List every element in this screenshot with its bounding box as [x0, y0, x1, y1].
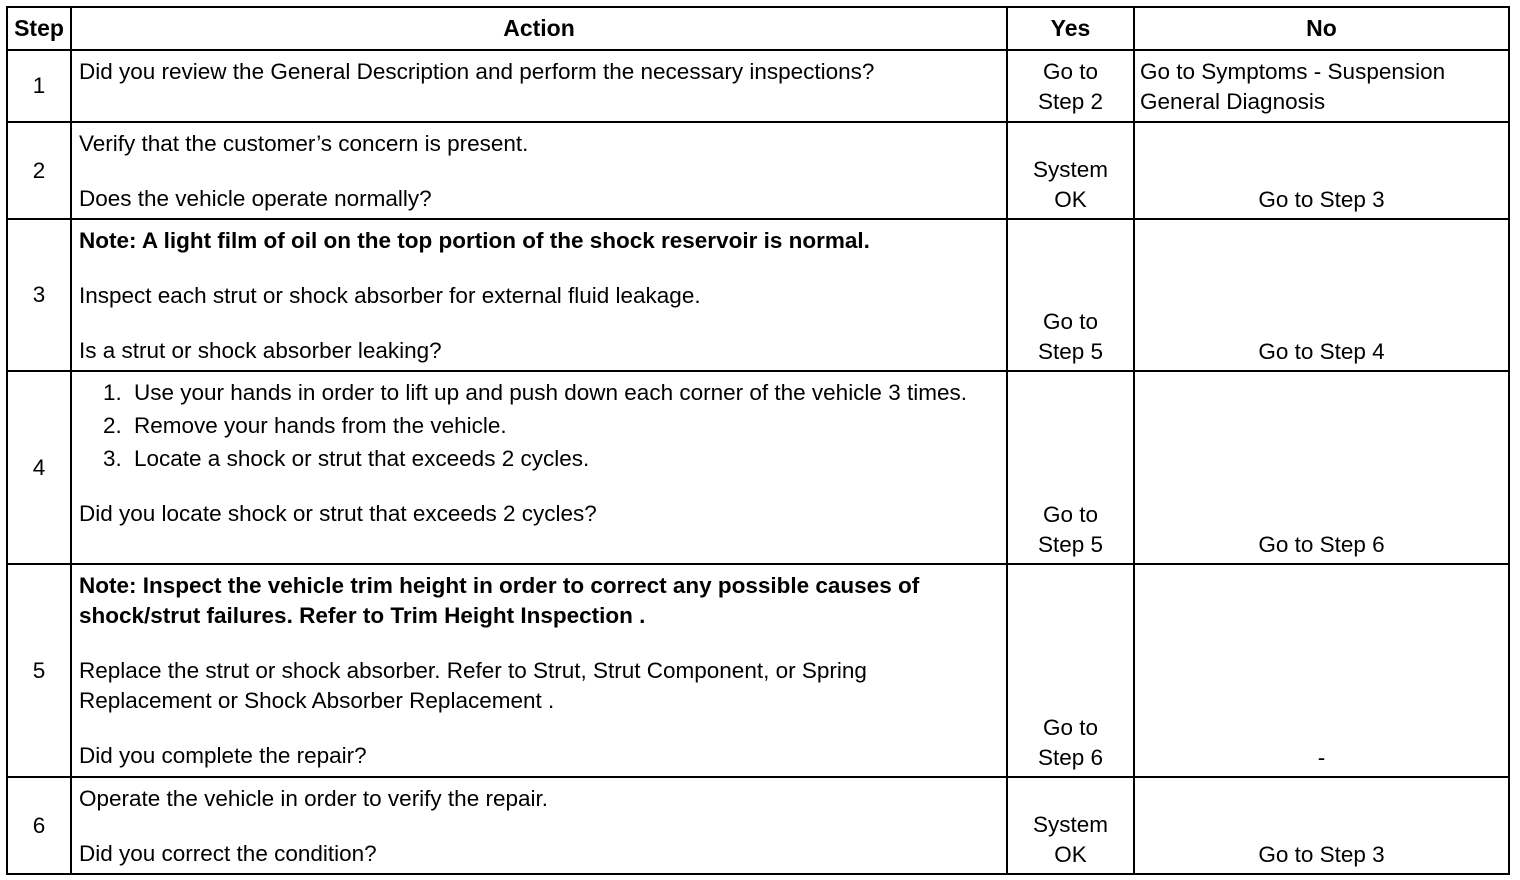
- step-number: 1: [7, 50, 71, 122]
- action-steps-list: [79, 378, 1000, 474]
- action-text: Operate the vehicle in order to verify the repair.: [79, 786, 548, 811]
- header-row: [7, 7, 1509, 50]
- yes-line-2: Step 5: [1037, 532, 1104, 557]
- yes-line-1: System: [1032, 157, 1108, 182]
- yes-line-1: Go to: [1042, 502, 1099, 527]
- action-cell: [71, 777, 1007, 874]
- step-number: 3: [7, 219, 71, 371]
- yes-line-1: Go to: [1042, 715, 1099, 740]
- yes-line-2: Step 5: [1037, 339, 1104, 364]
- table-row: [7, 219, 1509, 371]
- action-note: Note: A light film of oil on the top portion of the shock reservoir is normal.: [79, 228, 870, 253]
- header-action: Action: [71, 7, 1007, 50]
- no-cell: [1134, 50, 1509, 122]
- step-number: 6: [7, 777, 71, 874]
- yes-line-1: Go to: [1042, 59, 1099, 84]
- action-cell: [71, 50, 1007, 122]
- yes-line-2: OK: [1054, 842, 1087, 867]
- no-cell: Go to Step 3: [1134, 777, 1509, 874]
- yes-cell: [1007, 50, 1134, 122]
- step-number: 5: [7, 564, 71, 777]
- action-cell: [71, 122, 1007, 219]
- diagnostic-table: [6, 6, 1510, 875]
- action-question: Is a strut or shock absorber leaking?: [79, 338, 442, 363]
- table-row: [7, 122, 1509, 219]
- no-cell: -: [1134, 564, 1509, 777]
- yes-cell: [1007, 564, 1134, 777]
- action-text: Inspect each strut or shock absorber for external fluid leakage.: [79, 283, 701, 308]
- yes-cell: [1007, 371, 1134, 564]
- yes-line-2: Step 2: [1037, 89, 1104, 114]
- yes-cell: [1007, 122, 1134, 219]
- yes-cell: [1007, 219, 1134, 371]
- header-no: No: [1134, 7, 1509, 50]
- no-cell: Go to Step 3: [1134, 122, 1509, 219]
- step-number: 2: [7, 122, 71, 219]
- no-cell: Go to Step 6: [1134, 371, 1509, 564]
- action-question: Does the vehicle operate normally?: [79, 186, 432, 211]
- list-item: 1. Use your hands in order to lift up and push down each corner of the vehicle 3 times.: [128, 378, 1000, 408]
- table-row: [7, 371, 1509, 564]
- header-step: Step: [7, 7, 71, 50]
- yes-line-2: OK: [1054, 187, 1087, 212]
- header-yes: Yes: [1007, 7, 1134, 50]
- step-number: 4: [7, 371, 71, 564]
- action-cell: [71, 564, 1007, 777]
- action-cell: [71, 219, 1007, 371]
- action-text: Replace the strut or shock absorber. Refer to Strut, Strut Component, or Spring Replacement or Shock Absorber Replacement .: [79, 658, 867, 713]
- no-line-2: General Diagnosis: [1140, 89, 1326, 114]
- action-question: Did you review the General Description and perform the necessary inspections?: [79, 59, 875, 84]
- action-question: Did you complete the repair?: [79, 743, 367, 768]
- action-note: Note: Inspect the vehicle trim height in order to correct any possible causes of shock/strut failures. Refer to Trim Height Inspection .: [79, 573, 920, 628]
- table-row: [7, 50, 1509, 122]
- table-row: [7, 777, 1509, 874]
- action-question: Did you locate shock or strut that exceeds 2 cycles?: [79, 501, 597, 526]
- action-cell: [71, 371, 1007, 564]
- list-item: 2. Remove your hands from the vehicle.: [128, 411, 1000, 441]
- yes-line-1: Go to: [1042, 309, 1099, 334]
- yes-line-1: System: [1032, 812, 1108, 837]
- table-row: [7, 564, 1509, 777]
- action-text: Verify that the customer’s concern is present.: [79, 131, 529, 156]
- action-question: Did you correct the condition?: [79, 841, 377, 866]
- list-item: 3. Locate a shock or strut that exceeds 2 cycles.: [128, 444, 1000, 474]
- yes-line-2: Step 6: [1037, 745, 1104, 770]
- no-line-1: Go to Symptoms - Suspension: [1140, 59, 1446, 84]
- no-cell: Go to Step 4: [1134, 219, 1509, 371]
- yes-cell: [1007, 777, 1134, 874]
